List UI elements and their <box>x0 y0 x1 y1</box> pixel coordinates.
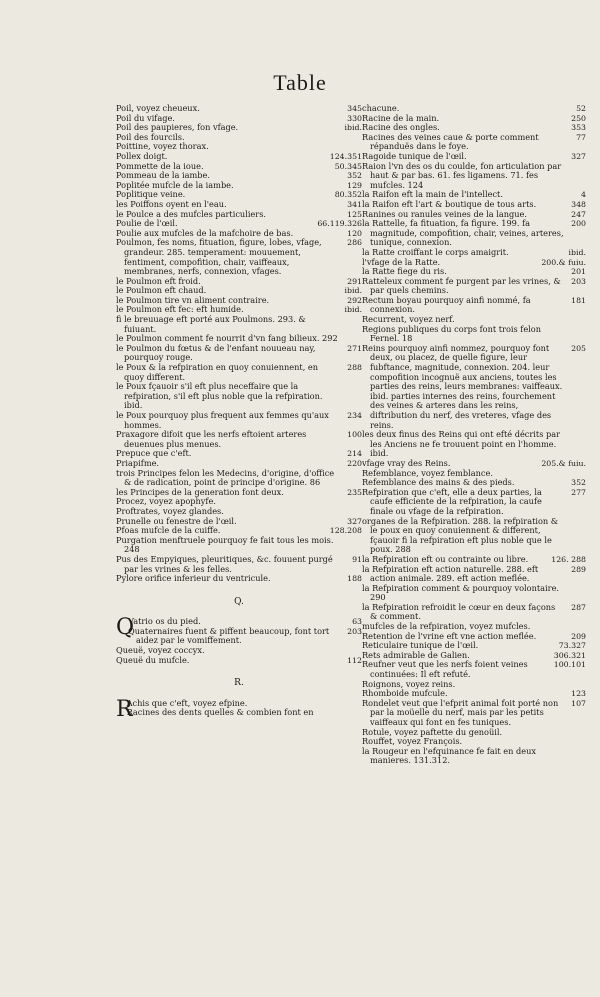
index-entry <box>362 344 586 430</box>
index-entry <box>116 363 362 382</box>
index-entry-text: Reufner veut que les nerfs foient veines continuées: Il eft refuté. <box>362 659 528 680</box>
index-entry-text: Poil des paupieres, fon vfage. <box>116 122 239 133</box>
index-entry-page: 287 <box>571 602 586 612</box>
index-entry-page: 327 <box>347 516 362 526</box>
index-entry-page: 181 <box>571 295 586 305</box>
index-entry-text: Pylore orifice inferieur du ventricule. <box>116 573 271 584</box>
index-entry-page: ibid. <box>344 123 362 133</box>
index-entry-text: Refemblance, voyez femblance. <box>362 467 493 478</box>
index-entry-text: chacune. <box>362 103 400 113</box>
index-entry-page: 50.345 <box>334 161 362 171</box>
index-entry <box>116 536 362 555</box>
index-entry-page: 128.208 <box>329 526 362 536</box>
index-entry-text: Poulie de l'œil. <box>116 218 178 229</box>
index-entry-text: le Poux fçauoir s'il eft plus neceffaire que la refpiration, s'il eft plus noble que la refpiration. ibid. <box>116 381 323 411</box>
index-entry <box>362 699 586 728</box>
index-entry-text: Poplitée mufcle de la iambe. <box>116 179 234 190</box>
index-entry-text: la Ratte fiege du ris. <box>362 266 447 277</box>
index-entry-text: Rouffet, voyez François. <box>362 736 463 747</box>
index-entry-text: le Poulmon comment fe nourrit d'vn fang bilieux. 292 <box>116 333 338 344</box>
index-entry-text: la Refpiration refroidit le cœur en deux façons & comment. <box>362 601 556 622</box>
index-entry-page: 120 <box>347 228 362 238</box>
index-entry-page: 234 <box>347 411 362 420</box>
index-entry <box>362 517 586 555</box>
index-entry-page: 250 <box>571 113 586 123</box>
index-entry-text: Ranines ou ranules veines de la langue. <box>362 208 528 219</box>
index-entry-page: ibid. <box>568 247 586 257</box>
drop-capital: R <box>116 696 133 722</box>
index-entry-text: Poulmon, fes noms, fituation, figure, lobes, vfage, grandeur. 285. temperament: mouuement, fentiment, compofition, chair, vaiffeaux, membranes, nerfs, connexion, vfages. <box>116 237 322 277</box>
index-entry-page: 91 <box>352 554 362 564</box>
index-entry <box>362 430 586 459</box>
index-entry-text: Raion l'vn des os du coulde, fon articulation par haut & par bas. 61. fes ligamens. 71. fes mufcles. 124 <box>362 160 562 190</box>
index-entry-text: Poil, voyez cheueux. <box>116 103 200 113</box>
index-entry <box>362 488 586 517</box>
index-entry-page: 203 <box>571 276 586 286</box>
index-entry <box>116 411 362 430</box>
index-entry-page: 341 <box>347 199 362 209</box>
index-entry-page: 345 <box>347 104 362 113</box>
index-entry-text: organes de la Refpiration. 288. la refpiration & le poux en quoy conuiennent & different, fçauoir fi la refpiration eft plus noble que le poux. 288 <box>362 515 559 555</box>
index-entry-text: Queuë du mufcle. <box>116 654 190 665</box>
index-entry <box>362 325 586 344</box>
index-entry-text: Pommette de la ioue. <box>116 160 204 171</box>
index-entry-page: 126. 288 <box>551 554 586 564</box>
index-entry-page: 63 <box>352 617 362 627</box>
index-entry-text: Rotule, voyez paftette du genoüil. <box>362 726 503 737</box>
index-entry-text: Rondelet veut que l'efprit animal foit porté non par la moüelle du nerf, mais par les petits vaiffeaux qui font en fes tuniques. <box>362 697 559 727</box>
index-entry <box>116 469 362 488</box>
index-entry-text: Ratteleux comment fe purgent par les vrines, & par quels chemins. <box>362 275 561 296</box>
index-entry-text: Refemblance des mains & des pieds. <box>362 477 515 488</box>
index-entry-text: le Poulmon tire vn aliment contraire. <box>116 294 270 305</box>
index-entry-page: 353 <box>571 123 586 133</box>
index-entry-text: Purgation menftruele pourquoy fe fait tous les mois. 248 <box>116 534 334 555</box>
index-entry-text: la Refpiration comment & pourquoy volontaire. 290 <box>362 582 560 603</box>
index-entry-text: Pfoas mufcle de la cuiffe. <box>116 525 221 536</box>
index-entry-text: Quaternaires fuent & piffent beaucoup, font tort aidez par le vomiffement. <box>128 625 330 646</box>
index-entry-page: 100.101 <box>553 660 586 670</box>
index-entry <box>116 315 362 334</box>
index-entry-text: fi le breuuage eft porté aux Poulmons. 293. & fuiuant. <box>116 314 306 334</box>
index-entry-text: la Refpiration eft ou contrainte ou libre. <box>362 553 529 564</box>
index-entry <box>116 627 362 646</box>
index-entry-text: Poil des fourcils. <box>116 131 185 142</box>
index-entry-text: vfage vray des Reins. <box>362 457 451 468</box>
index-entry-page: 291 <box>347 276 362 286</box>
index-entry-page: 288 <box>347 363 362 373</box>
index-entry <box>116 430 362 449</box>
index-entry-page: 66.119.326 <box>317 219 362 229</box>
index-entry-text: les deux finus des Reins qui ont efté décrits par les Anciens ne fe trouuent point en l'homme. ibid. <box>362 429 561 459</box>
index-entry-text: la Rougeur en l'efquinance fe fait en deux manieres. 131.312. <box>362 745 537 766</box>
index-entry-text: Regions publiques du corps font trois felon Fernel. 18 <box>362 323 542 344</box>
index-entry-text: Racines des veines caue & porte comment répanduës dans le foye. <box>362 131 539 152</box>
index-entry-text: Reins pourquoy ainfi nommez, pourquoy font deux, ou placez, de quelle figure, leur fubftance, magnitude, connexion. 204. leur compofition incognuë aux anciens, toutes les parties des reins, leurs membranes: vaiffeaux. ibid. parties internes des reins, fourchement des veines & arteres dans les reins, diftribution du nerf, des vreteres, vfage des reins. <box>362 342 563 430</box>
index-entry-text: le Poux pourquoy plus frequent aux femmes qu'aux hommes. <box>116 410 329 430</box>
index-entry-text: Prepuce que c'eft. <box>116 448 192 459</box>
index-entry-page: 124.351 <box>329 151 362 161</box>
index-entry <box>362 133 586 152</box>
index-entry-text: Recurrent, voyez nerf. <box>362 314 455 325</box>
index-entry-text: Poplitique veine. <box>116 189 186 200</box>
index-entry-text: la Refpiration eft action naturelle. 288. eft action animale. 289. eft action meflée. <box>362 563 539 584</box>
index-entry-page: 205.& fuiu. <box>541 458 586 468</box>
index-entry-text: Vatrio os du pied. <box>128 616 201 627</box>
index-entry-text: Reticulaire tunique de l'œil. <box>362 640 479 651</box>
index-entry-page: 4 <box>581 190 586 200</box>
index-entry-page: 107 <box>571 698 586 708</box>
index-entry-page: 73.327 <box>558 641 586 651</box>
index-entry-page: 306.321 <box>553 650 586 660</box>
index-entry-page: 52 <box>576 104 586 113</box>
index-entry-page: 112 <box>347 655 362 665</box>
index-entry-text: le Poulce a des mufcles particuliers. <box>116 208 266 219</box>
index-entry-text: Poulie aux mufcles de la mafchoire de bas. <box>116 227 294 238</box>
index-entry <box>116 555 362 574</box>
index-entry-text: trois Principes felon les Medecins, d'origine, d'office & de radication, point de principe d'origine. 86 <box>116 467 335 488</box>
index-entry-text: Roignons, voyez reins. <box>362 678 456 689</box>
index-entry <box>362 277 586 296</box>
index-entry <box>116 382 362 411</box>
index-entry-text: le Poulmon eft fec: eft humide. <box>116 304 244 315</box>
drop-capital: Q <box>116 615 135 641</box>
index-entry-page: 348 <box>571 199 586 209</box>
index-entry-page: ibid. <box>344 305 362 315</box>
index-entry-text: Poil du vifage. <box>116 112 175 123</box>
index-entry-text: Refpiration que c'eft, elle a deux parties, la caufe efficiente de la refpiration, la caufe finale ou vfage de la refpiration. <box>362 486 542 516</box>
index-entry-page: 100 <box>347 430 362 440</box>
index-entry-text: Praxagore difoit que les nerfs eftoient arteres deuenues plus menues. <box>116 429 307 449</box>
index-entry-text: le Poulmon eft chaud. <box>116 285 207 296</box>
index-entry-page: 277 <box>571 487 586 497</box>
index-entry-page: ibid. <box>344 286 362 296</box>
index-entry-text: Rhomboide mufcule. <box>362 688 448 699</box>
index-entry-page: 200 <box>571 219 586 229</box>
index-entry-text: Racine des ongles. <box>362 122 440 133</box>
index-entry-text: les Poiffons oyent en l'eau. <box>116 198 227 209</box>
index-entry-text: Pus des Empyiques, pleuritiques, &c. fouuent purgé par les vrines & les felles. <box>116 553 333 574</box>
index-entry-page: 188 <box>347 574 362 584</box>
index-entry-page: 201 <box>571 267 586 277</box>
index-entry-text: mufcles de la refpiration, voyez mufcles. <box>362 621 531 632</box>
index-entry-text: Poittine, voyez thorax. <box>116 141 209 152</box>
index-entry-page: 220 <box>347 458 362 468</box>
index-entry <box>116 574 362 584</box>
index-entry-text: Rets admirable de Galien. <box>362 649 470 660</box>
index-entry-page: 271 <box>347 343 362 353</box>
index-entry-text: Pollex doigt. <box>116 150 168 161</box>
index-entry-page: 352 <box>571 478 586 488</box>
index-entry <box>362 162 586 191</box>
index-entry <box>116 238 362 276</box>
index-entry-text: Queuë, voyez coccyx. <box>116 645 205 656</box>
index-entry-page: 123 <box>571 689 586 699</box>
index-entry-page: 330 <box>347 113 362 123</box>
index-entry-text: Procez, voyez apophyfe. <box>116 496 216 507</box>
index-entry-text: Racine de la main. <box>362 112 440 123</box>
index-entry-text: Priapifme. <box>116 457 160 468</box>
index-entry <box>362 584 586 603</box>
index-entry-page: 292 <box>347 295 362 305</box>
index-entry-text: le Poux & la refpiration en quoy conuiennent, en quoy different. <box>116 362 319 382</box>
index-entry-text: Prunelle ou fenestre de l'œil. <box>116 515 237 526</box>
index-entry-page: 200.& fuiu. <box>541 257 586 267</box>
index-entry <box>362 660 586 679</box>
index-entry-text: le Poulmon eft froid. <box>116 275 201 286</box>
index-entry-text: Rectum boyau pourquoy ainfi nommé, fa connexion. <box>362 294 531 315</box>
index-entry-page: 129 <box>347 180 362 190</box>
index-entry-page: 205 <box>571 343 586 353</box>
index-entry <box>362 565 586 584</box>
left-column <box>116 103 362 722</box>
index-entry-page: 235 <box>347 487 362 497</box>
index-entry-text: la Rattelle, fa fituation, fa figure. 199. fa magnitude, compofition, chair, veines, arteres, tunique, connexion. <box>362 218 564 248</box>
index-entry-text: Retention de l'vrine eft vne action meflée. <box>362 630 537 641</box>
index-entry-page: 125 <box>347 209 362 219</box>
index-entry-page: 352 <box>347 171 362 181</box>
index-entry-text: la Ratte croiffant le corps amaigrit. <box>362 246 509 257</box>
index-entry-page: 286 <box>347 238 362 248</box>
index-entry-page: 214 <box>347 449 362 459</box>
index-entry <box>116 656 362 666</box>
index-entry <box>116 344 362 363</box>
index-entry-page: 209 <box>571 631 586 641</box>
index-entry-page: 327 <box>571 151 586 161</box>
index-entry-text: Ragoide tunique de l'œil. <box>362 150 467 161</box>
index-entry-text: Racines des dents quelles & combien font en <box>126 707 314 718</box>
index-entry-page: 289 <box>571 564 586 574</box>
page-title: Table <box>273 70 327 95</box>
index-entry-page: 77 <box>576 132 586 142</box>
index-entry <box>116 708 362 718</box>
index-entry <box>362 747 586 766</box>
index-entry-text: les Principes de la generation font deux. <box>116 486 284 497</box>
right-column <box>362 104 586 766</box>
index-entry-text: Proftrates, voyez glandes. <box>116 505 224 516</box>
index-entry <box>362 603 586 622</box>
index-entry-text: la Raifon eft la main de l'intellect. <box>362 189 503 200</box>
section-letter-r: R. <box>234 678 244 689</box>
index-entry-text: la Raifon eft l'art & boutique de tous arts. <box>362 198 537 209</box>
index-entry-text: Achis que c'eft, voyez efpine. <box>126 697 248 708</box>
index-entry-page: 80.352 <box>334 190 362 200</box>
index-entry-text: le Poulmon du fœtus & de l'enfant nouueau nay, pourquoy rouge. <box>116 342 316 363</box>
index-entry-text: l'vfage de la Ratte. <box>362 256 441 267</box>
index-entry-page: 247 <box>571 209 586 219</box>
index-entry <box>362 219 586 248</box>
index-entry-text: Pommeau de la iambe. <box>116 170 210 181</box>
section-letter-q: Q. <box>234 596 244 607</box>
index-entry <box>362 296 586 315</box>
index-entry-page: 203 <box>347 626 362 636</box>
